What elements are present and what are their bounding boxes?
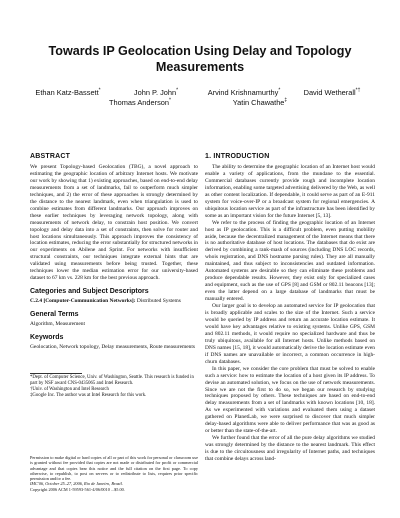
- intro-paragraph: The ability to determine the geographic location of an Internet host would enable a variety of applications, from the mundane to the essential. Commercial databases currently provide rough and incomplete location information, enabling some targeted advertising delivered by the Web, as well as other content localization. If dependable, it could serve as part of an E-911 system for voice-over-IP or a broadcast system for regional emergencies. A ubiquitous location service as part of the infrastructure has been identified by some as an important vision for the future Internet [5, 13].: [205, 164, 375, 219]
- paper-title: Towards IP Geolocation Using Delay and Topology Measurements: [48, 44, 352, 74]
- author-row: [20, 88, 380, 98]
- general-terms-heading: General Terms: [30, 311, 79, 319]
- footnote-divider: [30, 373, 82, 374]
- abstract-text: We present Topology-based Geolocation (TBG), a novel approach to estimating the geographic location of arbitrary Internet hosts. We motivate our work by showing that 1) existing approaches, based on end-to-end delay measurements from a set of landmarks, fail to outperform much simpler techniques, and 2) the error of these approaches is strongly determined by the distance to the nearest landmark, even when triangulation is used to combine estimates from different landmarks. Our approach improves on these earlier techniques by leveraging network topology, along with measurements of network delay, to constrain host position. We convert topology and delay data into a set of constraints, then solve for router and host locations simultaneously. This approach improves the consistency of location estimates, reducing the error substantially for structured networks in our experiments on Abilene and Sprint. For networks with insufficient structural constraints, our techniques integrate external hints that are validated using measurements before being trusted. Together, these techniques lower the median estimation error for our university-based dataset to 67 km vs. 228 km for the best previous approach.: [30, 164, 198, 282]
- permission-text: Permission to make digital or hard copies of all or part of this work for personal or classroom use is granted without fee provided that copies are not made or distributed for profit or commercial advantage and that copies bear this notice and the full citation on the first page. To copy otherwise, to republish, to post on servers or to redistribute to lists, requires prior specific permission and/or a fee.: [30, 455, 198, 482]
- intro-paragraph: In this paper, we consider the core problem that must be solved to enable such a service: how to estimate the location of a host given its IP address. To devise an automated solution, we focus on the use of network measurements. Since we are not the first to do so, we began our research by studying techniques proposed by others. These techniques are based on end-to-end delay measurements from a set of landmarks with known locations [10, 18]. As we experimented with variations and evaluated them using a dataset gathered on PlanetLab, we were surprised to discover that much simpler delay-based algorithms were able to deliver performance that was as good as or better than the state-of-the-art.: [205, 365, 375, 435]
- general-terms-text: Algorithm, Measurement: [30, 321, 85, 328]
- copyright-line: Copyright 2006 ACM 1-59593-561-4/06/0010 ...$5.00.: [30, 486, 125, 492]
- intro-paragraph: We refer to the process of finding the geographic location of an Internet host as IP geolocation. This is a difficult problem, even putting mobility aside, because the decentralized management of the Internet means that there is no authoritative database of host locations. The databases that do exist are derived by combining a rank-mash of sources (including DNS LOC records, whois registration, and DNS hostname parsing rules). They are all manually maintained, and thus subject to inconsistencies and outdated information. Automated systems are desirable so they can eliminate these problems and produce dependable results. However, they exist only for specialized cases and equipment, such as the use of GPS [8] and GSM or 802.11 beacons [13]; even the latter depend on a large database of landmarks that must be manually entered.: [205, 219, 375, 303]
- introduction-heading: 1. INTRODUCTION: [205, 153, 270, 160]
- right-column: [205, 152, 375, 463]
- footnote: ‡Google Inc. The author was at Intel Research for this work.: [30, 393, 147, 398]
- keywords-text: Geolocation, Network topology, Delay measurements, Route measurements: [30, 344, 195, 351]
- keywords-heading: Keywords: [30, 334, 64, 342]
- author-name: Yatin Chawathe‡: [232, 97, 288, 107]
- author-name: Arvind Krishnamurthy*: [207, 87, 281, 97]
- author-name: John P. John*: [133, 87, 179, 97]
- author-name: Ethan Katz-Bassett*: [35, 87, 101, 97]
- categories-heading: Categories and Subject Descriptors: [30, 288, 149, 296]
- author-block: [20, 88, 380, 108]
- footnote: *Dept. of Computer Science, Univ. of Washington, Seattle. This research is funded in part by NSF award CNS-0435065 and Intel Research.: [30, 375, 194, 386]
- author-row: [20, 98, 380, 108]
- intro-paragraph: Our larger goal is to develop an automated service for IP geolocation that is broadly applicable and scales to the size of the Internet. Such a service would be queried by IP address and return an accurate location estimate. It would have key advantages relative to existing systems. Unlike GPS, GSM and 802.11 methods, it would require no specialized hardware and thus be truly ubiquitous, available for all Internet hosts. Unlike methods based on DNS names [15, 18], it would automatically derive the location estimate even if DNS names are unavailable or incorrect, a common occurrence in high-churn databases.: [205, 303, 375, 365]
- intro-paragraph: We further found that the error of all the pure delay algorithms we studied was strongly determined by the distance to the nearest landmark. This effect is due to the circuitousness and irregularity of Internet paths, and techniques that combine delays across land-: [205, 435, 375, 463]
- footnote: †Univ. of Washington and Intel Research: [30, 387, 109, 392]
- categories-text: C.2.4 [Computer-Communication Networks]: Distributed Systems: [30, 298, 181, 305]
- author-name: Thomas Anderson*: [109, 97, 171, 107]
- left-column: [30, 152, 198, 351]
- permission-notice: [30, 455, 198, 492]
- author-name: David Wetherall*†: [303, 87, 361, 97]
- abstract-heading: ABSTRACT: [30, 153, 71, 160]
- footnotes: [30, 375, 198, 399]
- conference-line: IMC'06, October 25–27, 2006, Rio de Janeiro, Brazil.: [30, 481, 123, 487]
